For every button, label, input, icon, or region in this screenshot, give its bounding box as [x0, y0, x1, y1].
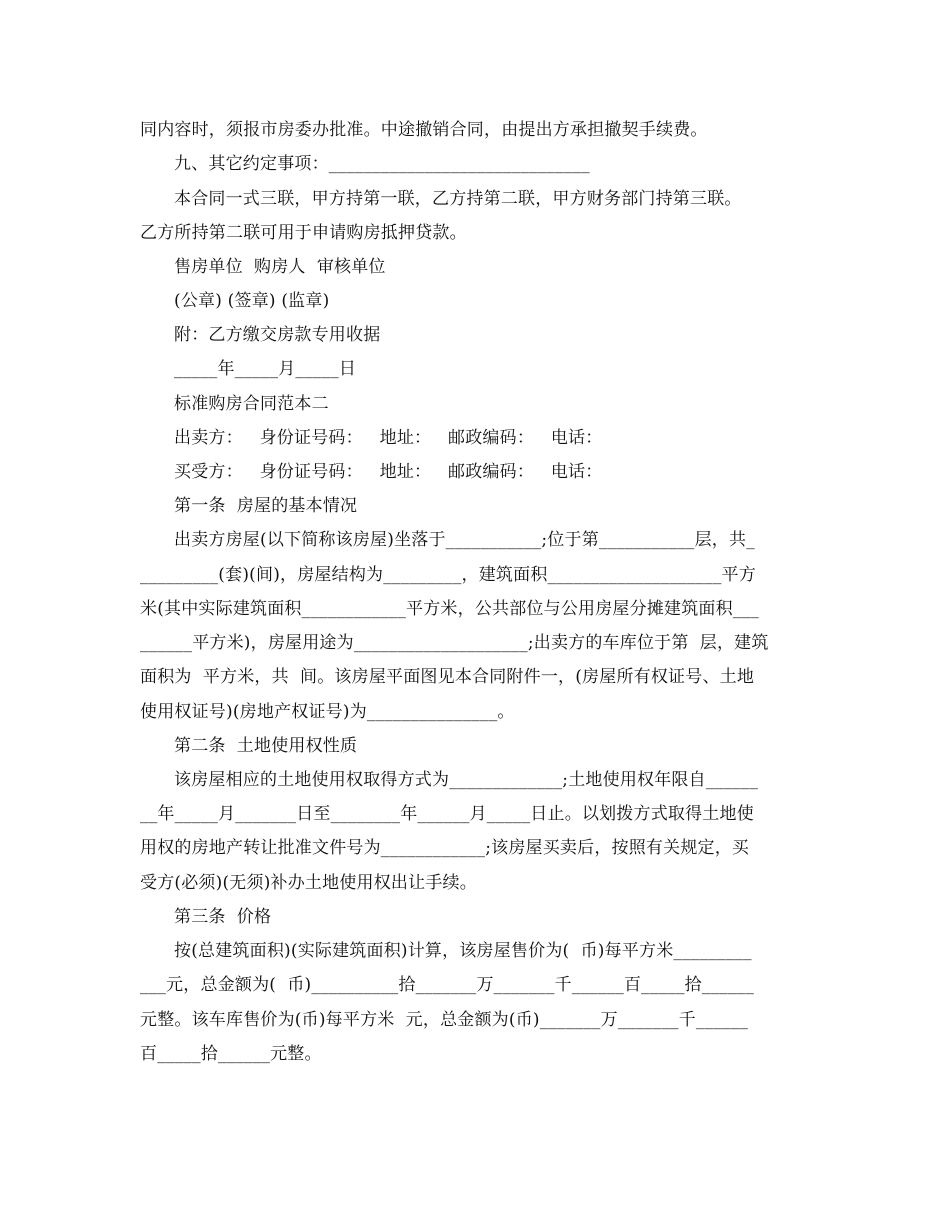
text-line: 出卖方： 身份证号码： 地址： 邮政编码： 电话： — [174, 428, 603, 448]
text-line: 买受方： 身份证号码： 地址： 邮政编码： 电话： — [174, 462, 603, 482]
text-line: 九、其它约定事项：______________________________ — [174, 154, 590, 174]
article-heading: 第二条 土地使用权性质 — [174, 736, 358, 756]
text-line: 该房屋相应的土地使用权取得方式为_____________;土地使用权年限自______ — [174, 770, 759, 790]
text-line: 米(其中实际建筑面积____________平方米，公共部位与公用房屋分摊建筑面积___ — [140, 599, 759, 619]
text-line: 出卖方房屋(以下简称该房屋)坐落于___________;位于第___________层，共_ — [174, 530, 755, 550]
text-line: 受方(必须)(无须)补办土地使用权出让手续。 — [140, 873, 477, 893]
text-line: _____年_____月_____日 — [174, 359, 357, 379]
text-line: 百_____拾______元整。 — [140, 1044, 322, 1064]
text-line: (公章) (签章) (监章) — [174, 291, 330, 311]
text-line: 用权的房地产转让批准文件号为____________;该房屋买卖后，按照有关规定，买 — [140, 838, 750, 858]
article-heading: 第一条 房屋的基本情况 — [174, 496, 358, 516]
text-line: 乙方所持第二联可用于申请购房抵押贷款。 — [140, 223, 467, 243]
text-line: __年_____月_______日至________年______月_____日止。以划拨方式取得土地使 — [140, 804, 754, 824]
text-line: ___元，总金额为( 币)__________拾_______万_______千______百_____拾______ — [140, 975, 755, 995]
text-line: 售房单位 购房人 审核单位 — [174, 257, 386, 277]
text-line: 元整。该车库售价为(币)每平方米 元，总金额为(币)_______万_______千______ — [140, 1010, 749, 1030]
text-line: 同内容时，须报市房委办批准。中途撤销合同，由提出方承担撤契手续费。 — [140, 120, 708, 140]
text-line: 面积为 平方米，共 间。该房屋平面图见本合同附件一，(房屋所有权证号、土地 — [140, 667, 755, 687]
text-line: _________(套)(间)，房屋结构为_________，建筑面积____________________平方 — [140, 565, 756, 585]
text-line: 使用权证号)(房地产权证号)为_______________。 — [140, 702, 515, 722]
article-heading: 第三条 价格 — [174, 907, 272, 927]
text-line: 附：乙方缴交房款专用收据 — [174, 325, 381, 345]
text-line: ______平方米)，房屋用途为____________________;出卖方的车库位于第 层，建筑 — [140, 633, 769, 653]
section-heading: 标准购房合同范本二 — [174, 394, 329, 414]
text-line: 按(总建筑面积)(实际建筑面积)计算，该房屋售价为( 币)每平方米_________ — [174, 941, 752, 961]
text-line: 本合同一式三联，甲方持第一联，乙方持第二联，甲方财务部门持第三联。 — [174, 189, 742, 209]
